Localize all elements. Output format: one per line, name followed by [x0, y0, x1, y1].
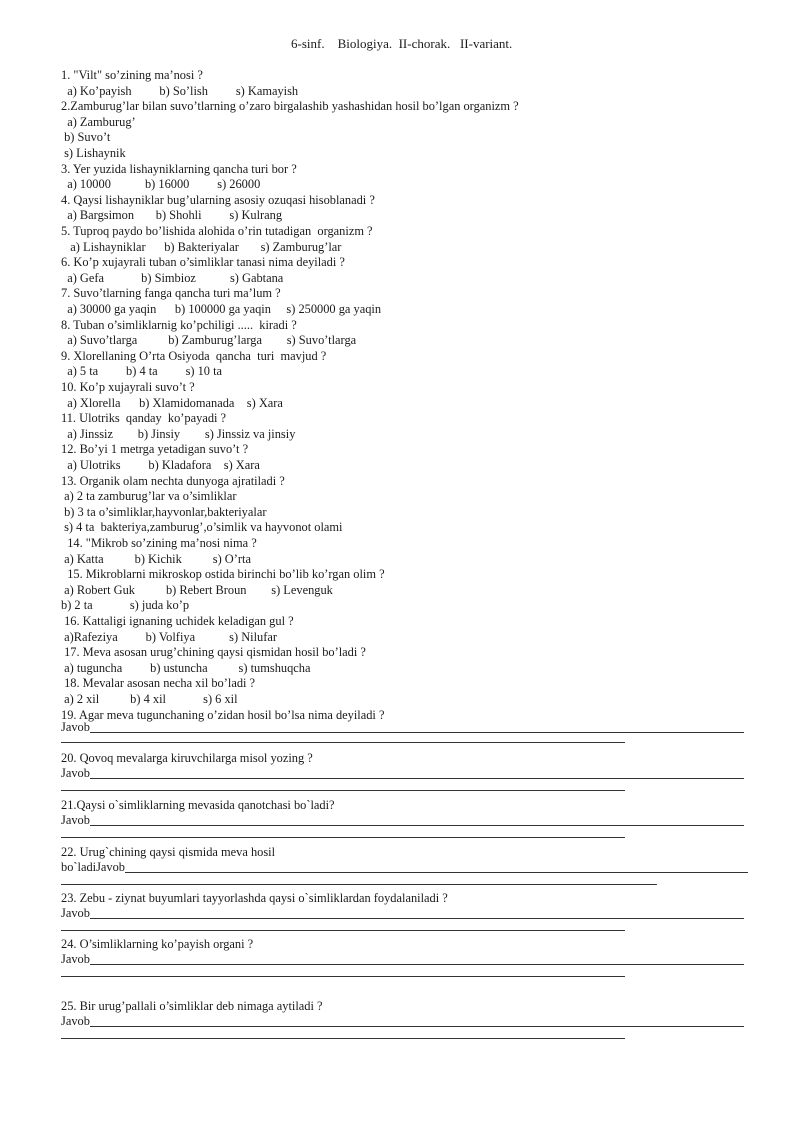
question-line: s) Lishaynik — [61, 146, 126, 160]
question-line: 6. Ko’p xujayrali tuban o’simliklar tanasi nima deyiladi ? — [61, 255, 345, 270]
answer-line[interactable] — [61, 742, 625, 743]
page-title: 6-sinf. Biologiya. II-chorak. II-variant. — [291, 36, 513, 51]
answer-line[interactable] — [90, 1026, 744, 1027]
question-line: b) 2 ta s) juda ko’p — [61, 598, 190, 613]
question-line: a) Ulotriks b) Kladafora s) Xara — [61, 458, 260, 472]
question-line: a) 30000 ga yaqin b) 100000 ga yaqin s) 250000 ga yaqin — [61, 302, 382, 316]
question-line: 9. Xlorellaning O’rta Osiyoda qancha turi mavjud ? — [61, 348, 327, 363]
answer-line[interactable] — [61, 837, 625, 838]
question-line: a) Lishayniklar b) Bakteriyalar s) Zamburug’lar — [61, 239, 342, 254]
question-line: 5. Tuproq paydo bo’lishida alohida o’rin tutadigan organizm ? — [61, 224, 373, 238]
question-line: a) Ko’payish b) So’lish s) Kamayish — [61, 83, 299, 98]
answer-label: Javob — [61, 766, 90, 780]
question-line: 1. "Vilt" so’zining ma’nosi ? — [61, 68, 203, 82]
answer-line[interactable] — [61, 930, 625, 931]
question-line: a) Gefa b) Simbioz s) Gabtana — [61, 270, 284, 285]
question-line: 15. Mikroblarni mikroskop ostida birinchi bo’lib ko’rgan olim ? — [61, 567, 385, 582]
open-question-text: 23. Zebu - ziynat buyumlari tayyorlashda qaysi o`simliklardan foydalaniladi ? — [61, 891, 448, 905]
question-line: 19. Agar meva tugunchaning o’zidan hosil bo’lsa nima deyiladi ? — [61, 707, 385, 722]
question-line: 11. Ulotriks qanday ko’payadi ? — [61, 411, 227, 426]
answer-line[interactable] — [61, 790, 625, 791]
answer-label: bo`ladiJavob — [61, 860, 126, 874]
open-question-text: 24. O’simliklarning ko’payish organi ? — [61, 937, 254, 951]
question-line: a) 10000 b) 16000 s) 26000 — [61, 177, 261, 192]
question-line: a) Katta b) Kichik s) O’rta — [61, 551, 251, 566]
answer-line[interactable] — [125, 872, 748, 873]
question-line: 13. Organik olam nechta dunyoga ajratiladi ? — [61, 473, 285, 488]
question-line: a) Bargsimon b) Shohli s) Kulrang — [61, 208, 283, 223]
question-line: 2.Zamburug’lar bilan suvo’tlarning o’zaro birgalashib yashashidan hosil bo’lgan organizm ? — [61, 99, 519, 114]
open-question-text: 22. Urug`chining qaysi qismida meva hosil — [61, 845, 276, 859]
question-line: b) 3 ta o’simliklar,hayvonlar,bakteriyalar — [61, 504, 267, 519]
answer-label: Javob — [61, 720, 90, 734]
question-line: 4. Qaysi lishayniklar bug’ularning asosiy ozuqasi hisoblanadi ? — [61, 192, 375, 207]
answer-line[interactable] — [90, 918, 744, 919]
answer-label: Javob — [61, 813, 90, 827]
question-line: 7. Suvo’tlarning fanga qancha turi ma’lum ? — [61, 286, 281, 301]
answer-line[interactable] — [90, 964, 744, 965]
question-line: a) Zamburug’ — [61, 114, 136, 129]
question-line: a) 5 ta b) 4 ta s) 10 ta — [61, 364, 223, 379]
answer-label: Javob — [61, 906, 90, 920]
question-line: a) Jinssiz b) Jinsiy s) Jinssiz va jinsiy — [61, 426, 296, 441]
open-question-text: 20. Qovoq mevalarga kiruvchilarga misol yozing ? — [61, 751, 313, 765]
answer-line[interactable] — [61, 976, 625, 977]
question-line: 10. Ko’p xujayrali suvo’t ? — [61, 380, 195, 394]
question-line: s) 4 ta bakteriya,zamburug’,o’simlik va hayvonot olami — [61, 520, 343, 535]
question-line: a) tuguncha b) ustuncha s) tumshuqcha — [61, 660, 311, 675]
question-line: a) Suvo’tlarga b) Zamburug’larga s) Suvo’tlarga — [61, 333, 357, 348]
question-line: 17. Meva asosan urug’chining qaysi qismidan hosil bo’ladi ? — [61, 645, 366, 660]
open-question-text: 25. Bir urug’pallali o’simliklar deb nimaga aytiladi ? — [61, 999, 323, 1013]
question-line: a) 2 xil b) 4 xil s) 6 xil — [61, 692, 238, 706]
question-line: 3. Yer yuzida lishayniklarning qancha turi bor ? — [61, 161, 297, 176]
question-line: a) 2 ta zamburug’lar va o’simliklar — [61, 489, 237, 504]
answer-line[interactable] — [61, 1038, 625, 1039]
question-line: b) Suvo’t — [61, 130, 111, 145]
answer-line[interactable] — [90, 825, 744, 826]
answer-label: Javob — [61, 1014, 90, 1028]
question-line: 8. Tuban o’simliklarnig ko’pchiligi ..... kiradi ? — [61, 317, 297, 332]
question-line: 12. Bo’yi 1 metrga yetadigan suvo’t ? — [61, 442, 249, 457]
question-line: 18. Mevalar asosan necha xil bo’ladi ? — [61, 676, 256, 691]
answer-line[interactable] — [61, 884, 657, 885]
answer-line[interactable] — [90, 732, 744, 733]
question-line: a)Rafeziya b) Volfiya s) Nilufar — [61, 629, 277, 644]
answer-line[interactable] — [90, 778, 744, 779]
question-line: a) Xlorella b) Xlamidomanada s) Xara — [61, 395, 283, 410]
answer-label: Javob — [61, 952, 90, 966]
question-line: a) Robert Guk b) Rebert Broun s) Levenguk — [61, 582, 333, 597]
question-line: 16. Kattaligi ignaning uchidek keladigan gul ? — [61, 614, 294, 628]
question-line: 14. "Mikrob so’zining ma’nosi nima ? — [61, 536, 257, 550]
open-question-text: 21.Qaysi o`simliklarning mevasida qanotchasi bo`ladi? — [61, 798, 335, 812]
